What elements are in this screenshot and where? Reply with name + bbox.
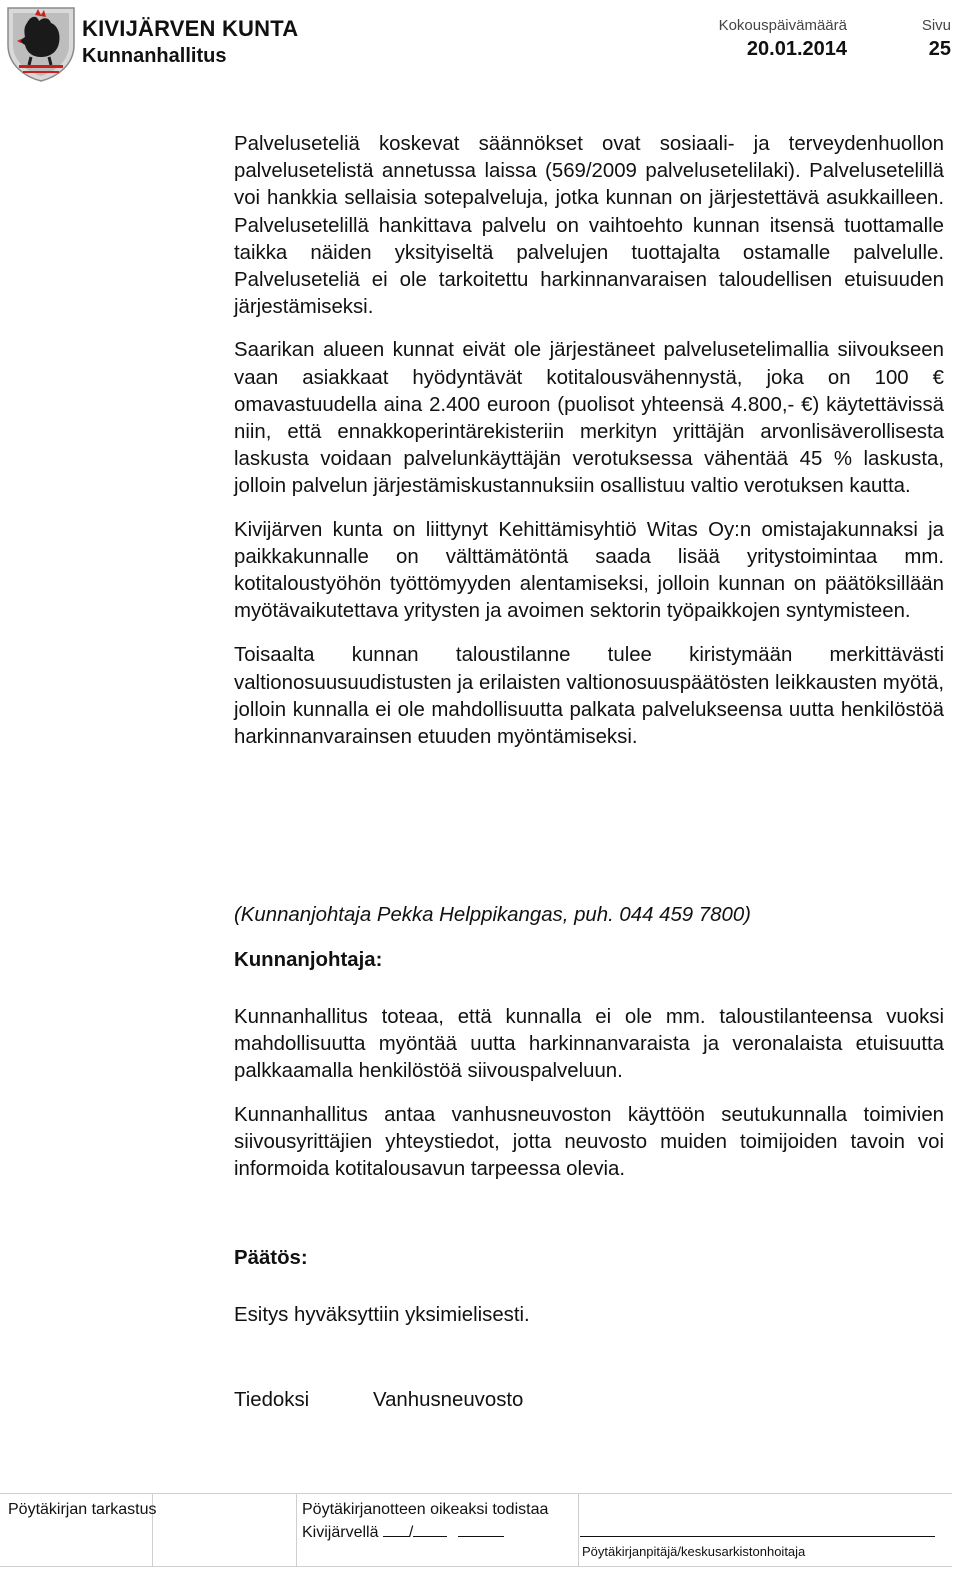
contact-line: (Kunnanjohtaja Pekka Helppikangas, puh. 044 459 7800)	[234, 904, 751, 926]
decision-text: Esitys hyväksyttiin yksimielisesti.	[234, 1304, 530, 1326]
certification-label: Pöytäkirjanotteen oikeaksi todistaa	[302, 1501, 549, 1518]
year-blank	[458, 1522, 504, 1537]
date-separator: /	[408, 1524, 414, 1541]
month-blank	[413, 1522, 447, 1537]
organization-body: Kunnanhallitus	[82, 45, 227, 67]
certification-place: Kivijärvellä	[302, 1524, 379, 1541]
footer-divider	[578, 1494, 579, 1566]
proposal-block	[234, 1004, 944, 1183]
meeting-date-value: 20.01.2014	[746, 38, 847, 60]
contact-line-block	[234, 902, 944, 929]
paragraph-proposal: Kunnanhallitus toteaa, että kunnalla ei ole mm. taloustilanteensa vuoksi mahdollisuutta myöntää uutta harkinnanvaraista ja veronalaista etuisuutta palkkaamalla henkilöstöä siivouspalveluun.	[234, 1006, 944, 1083]
organization-name: KIVIJÄRVEN KUNTA	[82, 16, 299, 41]
distribution-value: Vanhusneuvosto	[373, 1389, 524, 1411]
paragraph-household-deduction: Saarikan alueen kunnat eivät ole järjestäneet palvelusetelimallia siivoukseen vaan asiakkaat hyödyntävät kotitalousvähennystä, joka on 100 € omavastuudella aina 2.400 euroon (puolisot yhteensä 4.800,- €) käytettävissä niin, että ennakkoperintärekisteriin merkityn yrittäjän arvonlisäverollisesta laskusta voidaan palvelunkäyttäjän verotuksessa vähentää 45 % laskusta, jolloin palvelun järjestämiskustannuksiin osallistuu valtio verotuksen kautta.	[234, 339, 944, 498]
signer-title: Pöytäkirjanpitäjä/keskusarkistonhoitaja	[582, 1544, 806, 1559]
signature-line	[580, 1536, 935, 1537]
decision-heading-block	[234, 1245, 944, 1272]
paragraph-financial-situation: Toisaalta kunnan taloustilanne tulee kiristymään merkittävästi valtionosuusuudistusten ja erilaisten valtionosuuspäätösten leikkausten myötä, jolloin kunnalla ei ole mahdollisuutta palkata palvelukseensa uutta henkilöstöä harkinnanvarainsen etuuden myöntämiseksi.	[234, 644, 944, 749]
paragraph-witas-membership: Kivijärven kunta on liittynyt Kehittämisyhtiö Witas Oy:n omistajakunnaksi ja paikkakunnalle on välttämätöntä saada lisää yritystoimintaa mm. kotitaloustyöhön työttömyyden alentamiseksi, jolloin kunnan on päätöksillään myötävaikutettava yritysten ja avoimen sektorin työpaikkojen syntymisteen.	[234, 518, 944, 623]
document-body	[234, 131, 944, 751]
decision-text-block	[234, 1302, 944, 1329]
day-blank	[383, 1522, 409, 1537]
page-header	[0, 0, 960, 90]
decision-heading: Päätös:	[234, 1247, 308, 1269]
page-footer	[0, 1493, 952, 1567]
footer-divider	[296, 1494, 297, 1566]
proposal-heading: Kunnanjohtaja:	[234, 949, 383, 971]
page-number-value: 25	[928, 38, 951, 60]
minutes-review-label: Pöytäkirjan tarkastus	[8, 1501, 157, 1518]
meeting-date-label: Kokouspäivämäärä	[718, 17, 847, 34]
page-number-label: Sivu	[921, 17, 951, 34]
paragraph-voucher-rules: Palveluseteliä koskevat säännökset ovat sosiaali- ja terveydenhuollon palvelusetelistä annetussa laissa (569/2009 palvelusetelilaki). Palvelusetelillä voi hankkia sellaisia sotepalveluja, jotka kunnan on järjestettävä asukkailleen. Palvelusetelillä hankittava palvelu on vaihtoehto kunnan itsensä tuottamalle taikka näiden yksityiseltä palvelujen tuottajalta ostamalle palvelulle. Palveluseteliä ei ole tarkoitettu harkinnanvaraisen taloudellisen etuisuuden järjestämiseksi.	[234, 133, 944, 319]
coat-of-arms-rooster-icon	[5, 5, 77, 83]
distribution-label: Tiedoksi	[234, 1389, 310, 1411]
proposal-heading-block	[234, 947, 944, 974]
paragraph-contact-info: Kunnanhallitus antaa vanhusneuvoston käyttöön seutukunnalla toimivien siivousyrittäjien yhteystiedot, jotta neuvosto muiden toimijoiden tavoin voi informoida kotitalousavun tarpeessa olevia.	[234, 1103, 944, 1181]
certification-place-line	[302, 1522, 504, 1542]
